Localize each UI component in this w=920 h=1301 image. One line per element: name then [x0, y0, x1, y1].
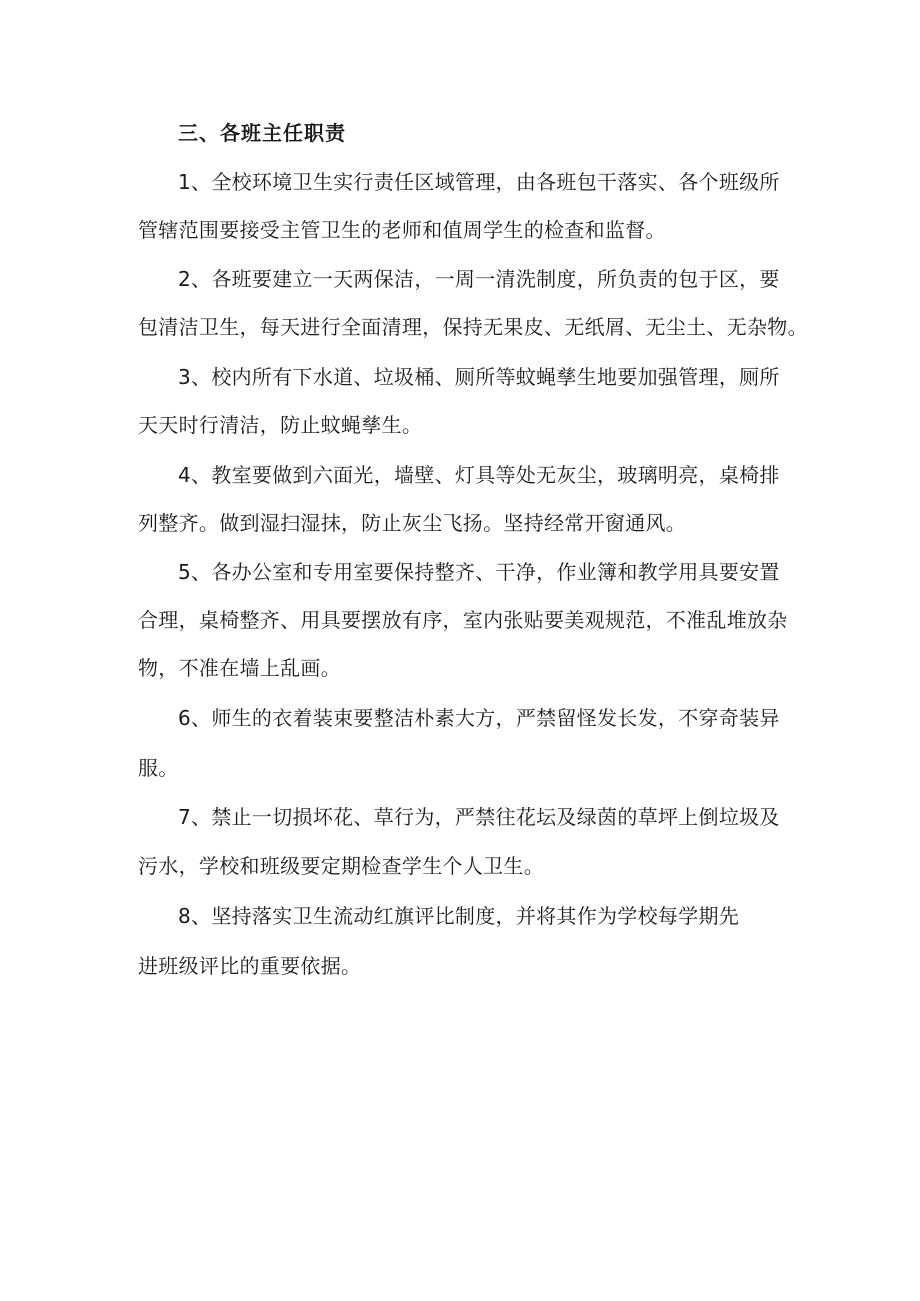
paragraph-2-line-1: 2、各班要建立一天两保洁，一周一清洗制度，所负责的包于区，要	[178, 267, 780, 291]
paragraph-2-line-2: 包清洁卫生，每天进行全面清理，保持无果皮、无纸屑、无尘土、无杂物。	[138, 315, 808, 339]
paragraph-8-line-1: 8、坚持落实卫生流动红旗评比制度，并将其作为学校每学期先	[178, 904, 740, 928]
paragraph-4-line-2: 列整齐。做到湿扫湿抹，防止灰尘飞扬。坚持经常开窗通风。	[138, 511, 687, 535]
paragraph-5-line-1: 5、各办公室和专用室要保持整齐、干净，作业簿和教学用具要安置	[178, 560, 780, 584]
paragraph-4-line-1: 4、教室要做到六面光，墙壁、灯具等处无灰尘，玻璃明亮，桌椅排	[178, 463, 780, 487]
section-heading: 三、各班主任职责	[178, 121, 346, 145]
paragraph-7-line-2: 污水，学校和班级要定期检查学生个人卫生。	[138, 854, 544, 878]
paragraph-3-line-1: 3、校内所有下水道、垃圾桶、厕所等蚊蝇孳生地要加强管理，厕所	[178, 365, 780, 389]
paragraph-6-line-1: 6、师生的衣着装束要整洁朴素大方，严禁留怪发长发，不穿奇装异	[178, 706, 780, 730]
paragraph-1-line-2: 管辖范围要接受主管卫生的老师和值周学生的检查和监督。	[138, 218, 666, 242]
paragraph-7-line-1: 7、禁止一切损坏花、草行为，严禁往花坛及绿茵的草坪上倒垃圾及	[178, 805, 780, 829]
paragraph-3-line-2: 天天时行清洁，防止蚊蝇孳生。	[138, 413, 423, 437]
paragraph-1-line-1: 1、全校环境卫生实行责任区域管理，由各班包干落实、各个班级所	[178, 170, 780, 194]
paragraph-5-line-2: 合理，桌椅整齐、用具要摆放有序，室内张贴要美观规范，不准乱堆放杂	[138, 608, 788, 632]
paragraph-5-line-3: 物，不准在墙上乱画。	[138, 656, 341, 680]
paragraph-8-line-2: 进班级评比的重要依据。	[138, 954, 362, 978]
paragraph-6-line-2: 服。	[138, 756, 179, 780]
